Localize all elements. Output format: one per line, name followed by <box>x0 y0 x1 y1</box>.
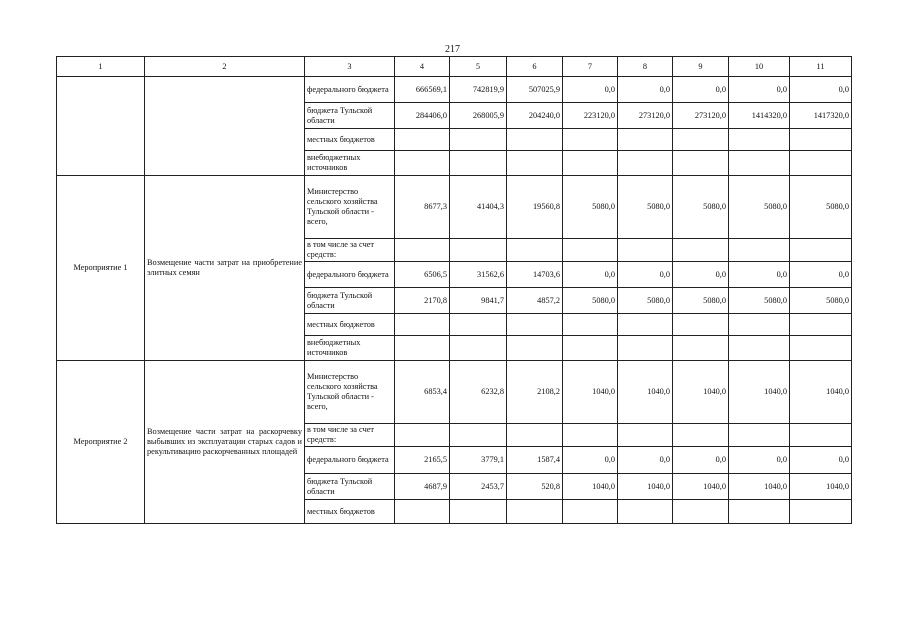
value-cell: 1417320,0 <box>790 103 852 129</box>
table-body <box>57 57 852 524</box>
value-cell <box>450 129 507 151</box>
value-cell <box>450 336 507 361</box>
value-cell: 2170,8 <box>395 288 450 314</box>
value-cell <box>790 129 852 151</box>
value-cell: 1040,0 <box>618 474 673 500</box>
value-cell <box>563 239 618 262</box>
value-cell: 1040,0 <box>673 474 729 500</box>
value-cell: 1040,0 <box>790 361 852 424</box>
value-cell: 1040,0 <box>563 361 618 424</box>
value-cell: 742819,9 <box>450 77 507 103</box>
value-cell: 5080,0 <box>563 288 618 314</box>
value-cell <box>450 314 507 336</box>
column-header: 1 <box>57 57 145 77</box>
funding-source: бюджета Тульской области <box>305 103 395 129</box>
funding-source: внебюджетных источников <box>305 151 395 176</box>
value-cell: 1587,4 <box>507 447 563 474</box>
value-cell <box>563 314 618 336</box>
column-header: 11 <box>790 57 852 77</box>
value-cell: 6506,5 <box>395 262 450 288</box>
value-cell: 5080,0 <box>729 288 790 314</box>
column-header: 9 <box>673 57 729 77</box>
value-cell <box>618 500 673 524</box>
value-cell <box>618 314 673 336</box>
activity-description: Возмещение части затрат на приобретение элитных семян <box>145 176 305 361</box>
value-cell: 268005,9 <box>450 103 507 129</box>
activity-name: Мероприятие 2 <box>57 361 145 524</box>
value-cell <box>618 151 673 176</box>
value-cell <box>673 129 729 151</box>
value-cell <box>729 500 790 524</box>
funding-source: федерального бюджета <box>305 77 395 103</box>
value-cell: 0,0 <box>563 262 618 288</box>
value-cell <box>790 239 852 262</box>
column-header: 7 <box>563 57 618 77</box>
value-cell <box>507 151 563 176</box>
value-cell <box>395 239 450 262</box>
value-cell <box>673 500 729 524</box>
funding-source: федерального бюджета <box>305 447 395 474</box>
value-cell <box>395 500 450 524</box>
value-cell: 0,0 <box>729 77 790 103</box>
table-row <box>57 176 852 239</box>
funding-source: Министерство сельского хозяйства Тульской области - всего, <box>305 176 395 239</box>
column-header: 8 <box>618 57 673 77</box>
table-row <box>57 361 852 424</box>
value-cell: 4857,2 <box>507 288 563 314</box>
value-cell: 666569,1 <box>395 77 450 103</box>
value-cell: 1040,0 <box>729 474 790 500</box>
activity-description-empty <box>145 77 305 176</box>
column-header: 4 <box>395 57 450 77</box>
value-cell: 284406,0 <box>395 103 450 129</box>
value-cell: 5080,0 <box>790 176 852 239</box>
value-cell: 0,0 <box>790 262 852 288</box>
value-cell <box>507 336 563 361</box>
page-number: 217 <box>445 44 460 55</box>
funding-source: бюджета Тульской области <box>305 474 395 500</box>
value-cell: 0,0 <box>729 262 790 288</box>
value-cell: 2165,5 <box>395 447 450 474</box>
funding-source: Министерство сельского хозяйства Тульской области - всего, <box>305 361 395 424</box>
value-cell: 8677,3 <box>395 176 450 239</box>
value-cell: 5080,0 <box>618 176 673 239</box>
value-cell <box>507 500 563 524</box>
value-cell: 204240,0 <box>507 103 563 129</box>
value-cell: 0,0 <box>790 77 852 103</box>
value-cell <box>618 336 673 361</box>
value-cell <box>790 151 852 176</box>
value-cell <box>563 336 618 361</box>
value-cell: 19560,8 <box>507 176 563 239</box>
value-cell: 0,0 <box>618 262 673 288</box>
value-cell: 0,0 <box>673 447 729 474</box>
budget-table <box>56 56 852 524</box>
value-cell: 1040,0 <box>673 361 729 424</box>
value-cell <box>790 336 852 361</box>
value-cell: 1040,0 <box>729 361 790 424</box>
value-cell <box>673 424 729 447</box>
value-cell <box>729 314 790 336</box>
value-cell <box>563 129 618 151</box>
value-cell: 0,0 <box>618 77 673 103</box>
value-cell: 0,0 <box>790 447 852 474</box>
value-cell: 5080,0 <box>790 288 852 314</box>
value-cell: 5080,0 <box>673 176 729 239</box>
value-cell <box>395 314 450 336</box>
value-cell <box>395 129 450 151</box>
value-cell: 3779,1 <box>450 447 507 474</box>
column-header: 3 <box>305 57 395 77</box>
value-cell: 31562,6 <box>450 262 507 288</box>
value-cell: 0,0 <box>673 77 729 103</box>
funding-source: в том числе за счет средств: <box>305 239 395 262</box>
value-cell <box>507 239 563 262</box>
value-cell <box>450 424 507 447</box>
funding-source: бюджета Тульской области <box>305 288 395 314</box>
value-cell <box>673 336 729 361</box>
value-cell: 6853,4 <box>395 361 450 424</box>
column-header: 10 <box>729 57 790 77</box>
value-cell <box>673 314 729 336</box>
value-cell: 1414320,0 <box>729 103 790 129</box>
value-cell <box>673 151 729 176</box>
value-cell: 273120,0 <box>673 103 729 129</box>
funding-source: внебюджетных источников <box>305 336 395 361</box>
value-cell <box>395 336 450 361</box>
value-cell <box>618 129 673 151</box>
funding-source: в том числе за счет средств: <box>305 424 395 447</box>
value-cell: 1040,0 <box>563 474 618 500</box>
value-cell <box>507 424 563 447</box>
value-cell <box>507 314 563 336</box>
value-cell: 520,8 <box>507 474 563 500</box>
funding-source: местных бюджетов <box>305 500 395 524</box>
value-cell: 1040,0 <box>790 474 852 500</box>
value-cell: 5080,0 <box>563 176 618 239</box>
activity-name: Мероприятие 1 <box>57 176 145 361</box>
column-header: 2 <box>145 57 305 77</box>
value-cell: 4687,9 <box>395 474 450 500</box>
value-cell <box>395 151 450 176</box>
value-cell <box>729 336 790 361</box>
value-cell <box>563 500 618 524</box>
value-cell <box>395 424 450 447</box>
value-cell <box>729 129 790 151</box>
value-cell: 9841,7 <box>450 288 507 314</box>
value-cell: 14703,6 <box>507 262 563 288</box>
value-cell: 507025,9 <box>507 77 563 103</box>
funding-source: местных бюджетов <box>305 129 395 151</box>
value-cell: 1040,0 <box>618 361 673 424</box>
value-cell <box>450 500 507 524</box>
table-row <box>57 77 852 103</box>
value-cell: 5080,0 <box>618 288 673 314</box>
value-cell <box>618 424 673 447</box>
column-header: 5 <box>450 57 507 77</box>
value-cell: 0,0 <box>563 77 618 103</box>
value-cell: 2108,2 <box>507 361 563 424</box>
value-cell: 273120,0 <box>618 103 673 129</box>
value-cell <box>790 314 852 336</box>
value-cell <box>729 151 790 176</box>
value-cell <box>673 239 729 262</box>
value-cell: 0,0 <box>618 447 673 474</box>
value-cell: 2453,7 <box>450 474 507 500</box>
value-cell <box>790 424 852 447</box>
value-cell <box>507 129 563 151</box>
activity-name-empty <box>57 77 145 176</box>
value-cell <box>729 239 790 262</box>
value-cell: 41404,3 <box>450 176 507 239</box>
activity-description: Возмещение части затрат на раскорчевку выбывших из эксплуатации старых садов и рекультивацию раскорчеванных площадей <box>145 361 305 524</box>
value-cell <box>450 239 507 262</box>
value-cell <box>729 424 790 447</box>
value-cell: 0,0 <box>563 447 618 474</box>
value-cell: 5080,0 <box>729 176 790 239</box>
header-row <box>57 57 852 77</box>
value-cell <box>618 239 673 262</box>
value-cell <box>450 151 507 176</box>
value-cell: 0,0 <box>729 447 790 474</box>
funding-source: местных бюджетов <box>305 314 395 336</box>
funding-source: федерального бюджета <box>305 262 395 288</box>
value-cell: 223120,0 <box>563 103 618 129</box>
value-cell <box>790 500 852 524</box>
value-cell: 6232,8 <box>450 361 507 424</box>
column-header: 6 <box>507 57 563 77</box>
value-cell <box>563 151 618 176</box>
value-cell <box>563 424 618 447</box>
value-cell: 5080,0 <box>673 288 729 314</box>
value-cell: 0,0 <box>673 262 729 288</box>
